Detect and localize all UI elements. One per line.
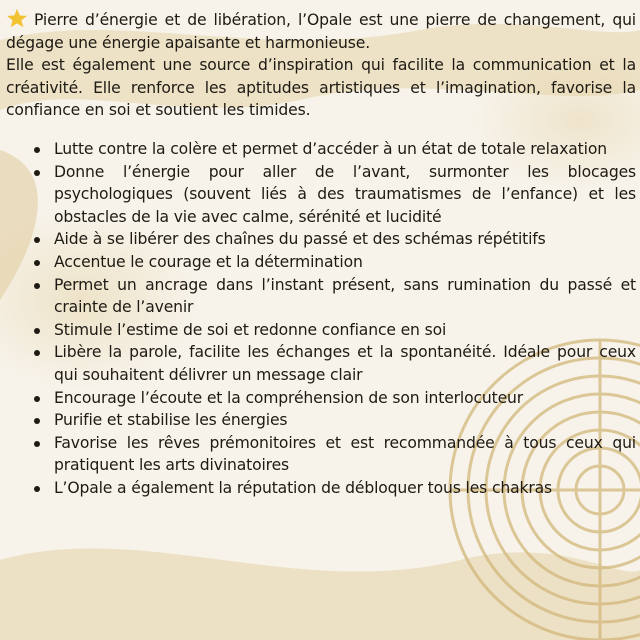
list-item: Libère la parole, facilite les échanges et la spontanéité. Idéale pour ceux qui souhaitent délivrer un message clair: [6, 341, 636, 386]
list-item: Donne l’énergie pour aller de l’avant, surmonter les blocages psychologiques (souvent liés à des traumatismes de l’enfance) et les obstacles de la vie avec calme, sérénité et lucidité: [6, 161, 636, 229]
list-item: Stimule l’estime de soi et redonne confiance en soi: [6, 319, 636, 342]
star-icon: [6, 8, 28, 28]
gold-brush-stroke-bottom: [0, 548, 640, 640]
list-item: L’Opale a également la réputation de débloquer tous les chakras: [6, 477, 636, 500]
intro-paragraph-1: [6, 8, 636, 54]
list-item: Purifie et stabilise les énergies: [6, 409, 636, 432]
list-item: Encourage l’écoute et la compréhension de son interlocuteur: [6, 387, 636, 410]
text-content: [6, 8, 636, 499]
intro-paragraph-2: Elle est également une source d’inspiration qui facilite la communication et la créativité. Elle renforce les aptitudes artistiques et l’imagination, favorise la confiance en soi et soutient les timides.: [6, 56, 636, 120]
list-item: Favorise les rêves prémonitoires et est recommandée à tous ceux qui pratiquent les arts divinatoires: [6, 432, 636, 477]
bullet-icon: [34, 170, 40, 176]
bullet-icon: [34, 396, 40, 402]
benefits-list: [6, 138, 636, 500]
bullet-icon: [34, 237, 40, 243]
bullet-icon: [34, 486, 40, 492]
list-item: Permet un ancrage dans l’instant présent, sans rumination du passé et crainte de l’avenir: [6, 274, 636, 319]
bullet-icon: [34, 418, 40, 424]
list-item: Accentue le courage et la détermination: [6, 251, 636, 274]
bullet-icon: [34, 350, 40, 356]
list-item: Lutte contre la colère et permet d’accéder à un état de totale relaxation: [6, 138, 636, 161]
bullet-icon: [34, 283, 40, 289]
bullet-icon: [34, 147, 40, 153]
bullet-icon: [34, 260, 40, 266]
bullet-icon: [34, 328, 40, 334]
intro-text-1: Pierre d’énergie et de libération, l’Opale est une pierre de changement, qui dégage une énergie apaisante et harmonieuse.: [6, 11, 636, 52]
list-item: Aide à se libérer des chaînes du passé et des schémas répétitifs: [6, 228, 636, 251]
bullet-icon: [34, 441, 40, 447]
